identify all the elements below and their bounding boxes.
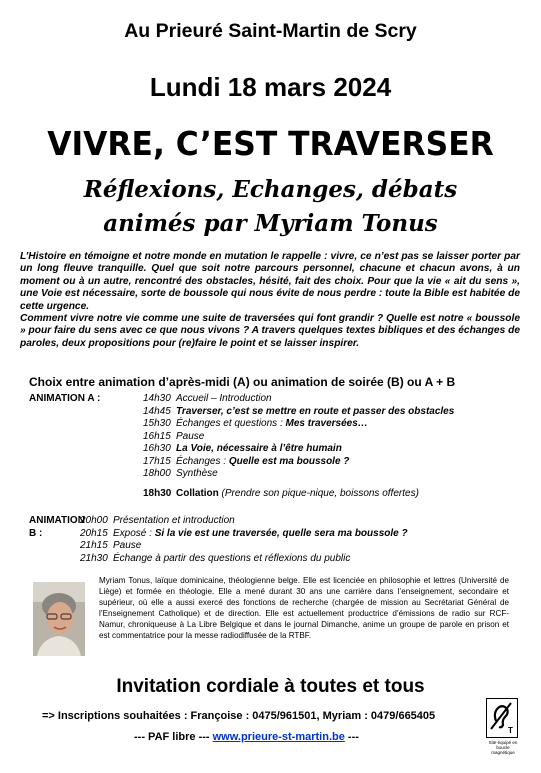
schedule-time: 14h45 [143,405,171,417]
schedule-time: 14h30 [143,393,171,404]
invitation-text: Invitation cordiale à toutes et tous [116,676,425,697]
venue-heading: Au Prieuré Saint-Martin de Scry [124,20,417,42]
intro-paragraph-1: L’Histoire en témoigne et notre monde en mutation le rappelle : vivre, ce n’est pas se laisser porter par un long fleuve tranquille. Quel que soit notre parcours personnel, chacune et chacun avons, à un moment ou à un autre, rencontré des obstacles, hésité, fait des choix. Pour que la vie « ait du sens », une Voie est nécessaire, sorte de boussole qui nous évite de nous perdre : toute la Bible est habitée de cette urgence. [20,251,520,312]
schedule-time: 18h00 [143,468,171,479]
schedule-item: Présentation et introduction [113,515,235,526]
intro-paragraph-2: Comment vivre notre vie comme une suite de traversées qui font grandir ? Quelle est notre « boussole » pour faire du sens avec ce que nous vivons ? A travers quelques textes bibliques et des échanges de paroles, deux propositions pour (re)faire le point et se laisser inspirer. [20,313,520,349]
subtitle-line-1: Réflexions, Echanges, débats [83,176,458,203]
schedule-item: Traverser, c’est se mettre en route et passer des obstacles [176,405,455,417]
schedule-time: 20h15 [80,527,108,539]
hearing-loop-caption: Site équipé en boucle magnétique [488,740,518,755]
intro-text [20,251,520,350]
event-title: VIVRE, C’EST TRAVERSER [47,124,494,163]
schedule-time: 17h15 [143,455,171,467]
paf-text: --- PAF libre --- [134,731,210,743]
schedule-item: Synthèse [176,468,218,479]
website-link[interactable]: www.prieure-st-martin.be [212,731,345,743]
schedule-item: Collation (Prendre son pique-nique, boissons offertes) [176,487,419,499]
svg-text:T: T [508,726,513,735]
schedule-item: Échanges et questions : Mes traversées… [176,418,368,429]
schedule-time: 18h30 [143,487,172,499]
schedule-item: Pause [113,540,142,551]
hearing-loop-icon [486,698,518,738]
speaker-photo [33,582,85,656]
schedule-item: Exposé : Si la vie est une traversée, quelle sera ma boussole ? [113,527,408,539]
animation-b-schedule [29,515,408,565]
speaker-bio: Myriam Tonus, laïque dominicaine, théologienne belge. Elle est licenciée en philosophie et lettres (Université de Liège) et formée en théologie. Elle a mené durant 30 ans une carrière dans l’enseignement, secondaire et supérieur, où elle a aussi exercé des fonctions de recherche (chargée de mission au Secrétariat Général de l’Enseignement Catholique) et de direction. Elle est actuellement productrice d’émissions de radio sur RCF-Namur, chroniqueuse à La Libre Belgique et dans le journal Dimanche, anime un groupe de parole en prison et est commentatrice pour la messe radiodiffusée de la RTBF. [99,576,509,640]
schedule-item: Échange à partir des questions et réflexions du public [113,552,351,564]
animation-a-schedule [29,393,454,500]
schedule-time: 16h30 [143,443,171,454]
schedule-item: Échanges : Quelle est ma boussole ? [176,455,350,467]
registration-contacts: => Inscriptions souhaitées : Françoise : 0475/961501, Myriam : 0479/665405 [42,710,436,722]
footer-end: --- [347,731,359,743]
schedule-item: Accueil – Introduction [176,393,272,404]
schedule-time: 16h15 [143,430,171,442]
schedule-item: La Voie, nécessaire à l’être humain [176,443,342,454]
schedule-time: 21h30 [80,552,108,564]
subtitle-line-2: animés par Myriam Tonus [103,210,438,237]
schedule-time: 21h15 [80,540,108,551]
schedule-time: 15h30 [143,418,171,429]
footer-line [134,731,359,743]
schedule-item: Pause [176,430,205,442]
animation-a-label: ANIMATION A : [29,393,101,404]
schedule-time: 20h00 [80,515,108,526]
animation-b-label: ANIMATION B : [29,515,85,539]
event-date: Lundi 18 mars 2024 [149,72,392,102]
choice-heading: Choix entre animation d’après-midi (A) ou animation de soirée (B) ou A + B [29,375,456,389]
